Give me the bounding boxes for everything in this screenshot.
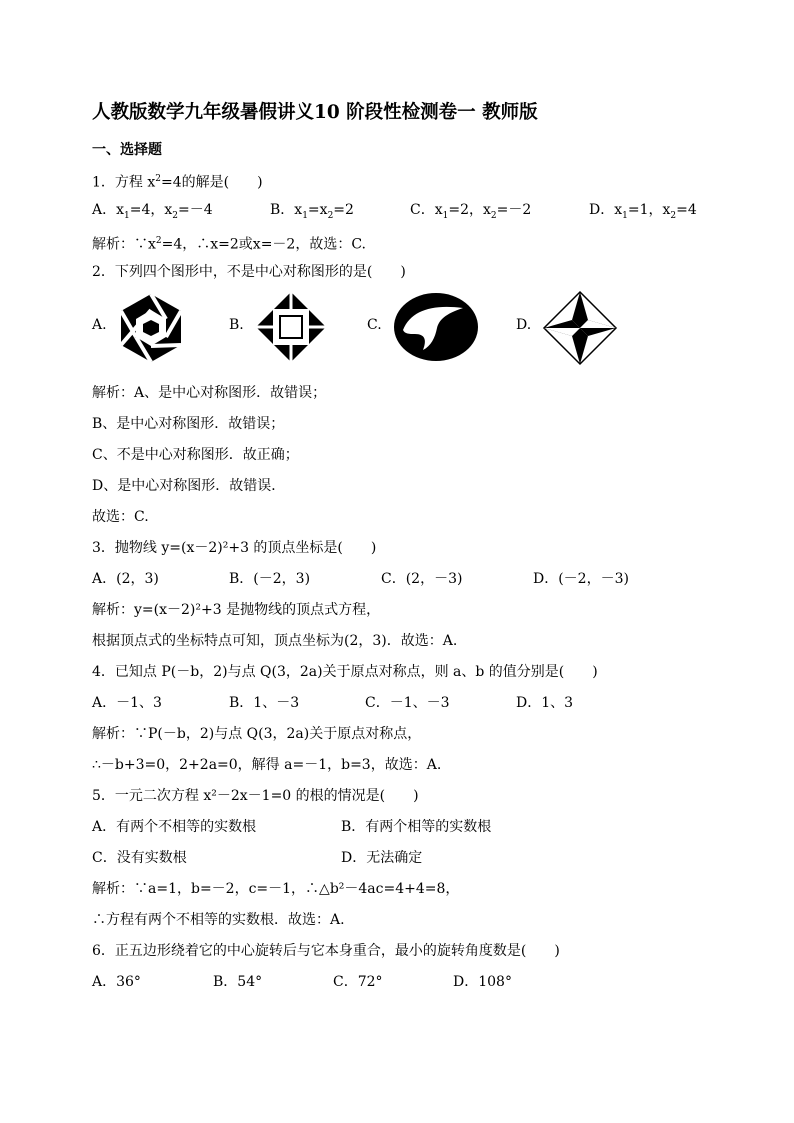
question-5-options-row-1: [92, 812, 712, 843]
option-d: D．无法确定: [341, 850, 423, 866]
figure-b-label: B.: [229, 317, 244, 333]
question-1-stem: 1．方程 $x^2=4$的解是( ): [92, 174, 263, 191]
option-c: C．没有实数根: [92, 850, 187, 866]
question-2-answer-line-3: C、不是中心对称图形．故正确；: [92, 447, 299, 463]
question-1-answer: 解析：$\because x^2=4$，∴x=2或x=－2，故选：C.: [92, 236, 367, 253]
figure-a-hexagon-icon: [118, 292, 184, 364]
option-a: A．(2，3): [92, 571, 159, 587]
option-b: B．$x_1=x_2=2$: [270, 202, 354, 221]
question-4-stem: 4．已知点 P(－b，2)与点 Q(3，2a)关于原点对称点，则 a、b 的值分别是( ): [92, 664, 598, 680]
option-b: B．54°: [213, 974, 263, 990]
question-3-options: [92, 564, 712, 595]
figure-d-label: D.: [516, 317, 532, 333]
question-4-answer-line-1: 解析：∵P(－b，2)与点 Q(3，2a)关于原点对称点，: [92, 726, 422, 742]
question-3-stem: 3．抛物线 y=(x－2)²+3 的顶点坐标是( ): [92, 540, 377, 556]
section-heading: 一、选择题: [92, 142, 162, 158]
option-c: C．72°: [333, 974, 383, 990]
option-a: A．有两个不相等的实数根: [92, 819, 257, 835]
question-6-options: [92, 967, 712, 998]
question-3-answer-line-1: 解析：y=(x－2)²+3 是抛物线的顶点式方程，: [92, 602, 381, 618]
figure-b-pinwheel-square-icon: [254, 290, 328, 364]
option-b: B．(－2，3): [229, 571, 311, 587]
option-c: C．－1、－3: [365, 695, 450, 711]
question-2-answer-line-5: 故选：C.: [92, 509, 149, 525]
option-d: D．1、3: [516, 695, 574, 711]
question-2-answer-line-1: 解析：A、是中心对称图形．故错误；: [92, 385, 327, 401]
figure-c-label: C.: [367, 317, 382, 333]
question-5-options-row-2: [92, 843, 712, 874]
question-2-figures: [92, 288, 712, 378]
option-a: A．36°: [92, 974, 141, 990]
figure-c-oval-logo-icon: [393, 292, 479, 362]
option-d: D．$x_1=1$，$x_2=4$: [589, 202, 697, 221]
question-2-answer-line-4: D、是中心对称图形．故错误．: [92, 478, 286, 494]
option-b: B．有两个相等的实数根: [341, 819, 492, 835]
option-d: D．(－2，－3): [533, 571, 629, 587]
option-a: A．$x_1=4$，$x_2=-4$: [92, 202, 213, 221]
option-c: C．(2，－3): [381, 571, 463, 587]
question-4-options: [92, 688, 712, 719]
figure-d-star-icon: [542, 290, 618, 366]
question-3-answer-line-2: 根据顶点式的坐标特点可知，顶点坐标为(2，3)．故选：A.: [92, 633, 458, 649]
option-b: B．1、－3: [229, 695, 300, 711]
question-4-answer-line-2: ∴－b+3=0，2+2a=0，解得 a=－1，b=3，故选：A.: [92, 757, 442, 773]
option-a: A．－1、3: [92, 695, 162, 711]
question-2-answer-line-2: B、是中心对称图形．故错误；: [92, 416, 285, 432]
question-1-options: [92, 195, 712, 226]
question-5-answer-line-2: ∴方程有两个不相等的实数根．故选：A.: [92, 912, 345, 928]
question-5-stem: 5．一元二次方程 x²－2x－1=0 的根的情况是( ): [92, 788, 419, 804]
question-5-answer-line-1: 解析：∵a=1，b=－2，c=－1，∴△b²－4ac=4+4=8，: [92, 881, 460, 897]
option-c: C．$x_1=2$，$x_2=-2$: [410, 202, 532, 221]
question-2-stem: 2．下列四个图形中，不是中心对称图形的是( ): [92, 264, 406, 280]
figure-a-label: A.: [92, 317, 107, 333]
page-title: 人教版数学九年级暑假讲义10 阶段性检测卷一 教师版: [92, 102, 538, 123]
option-d: D．108°: [453, 974, 512, 990]
question-6-stem: 6．正五边形绕着它的中心旋转后与它本身重合，最小的旋转角度数是( ): [92, 943, 560, 959]
document-page: [92, 100, 712, 998]
